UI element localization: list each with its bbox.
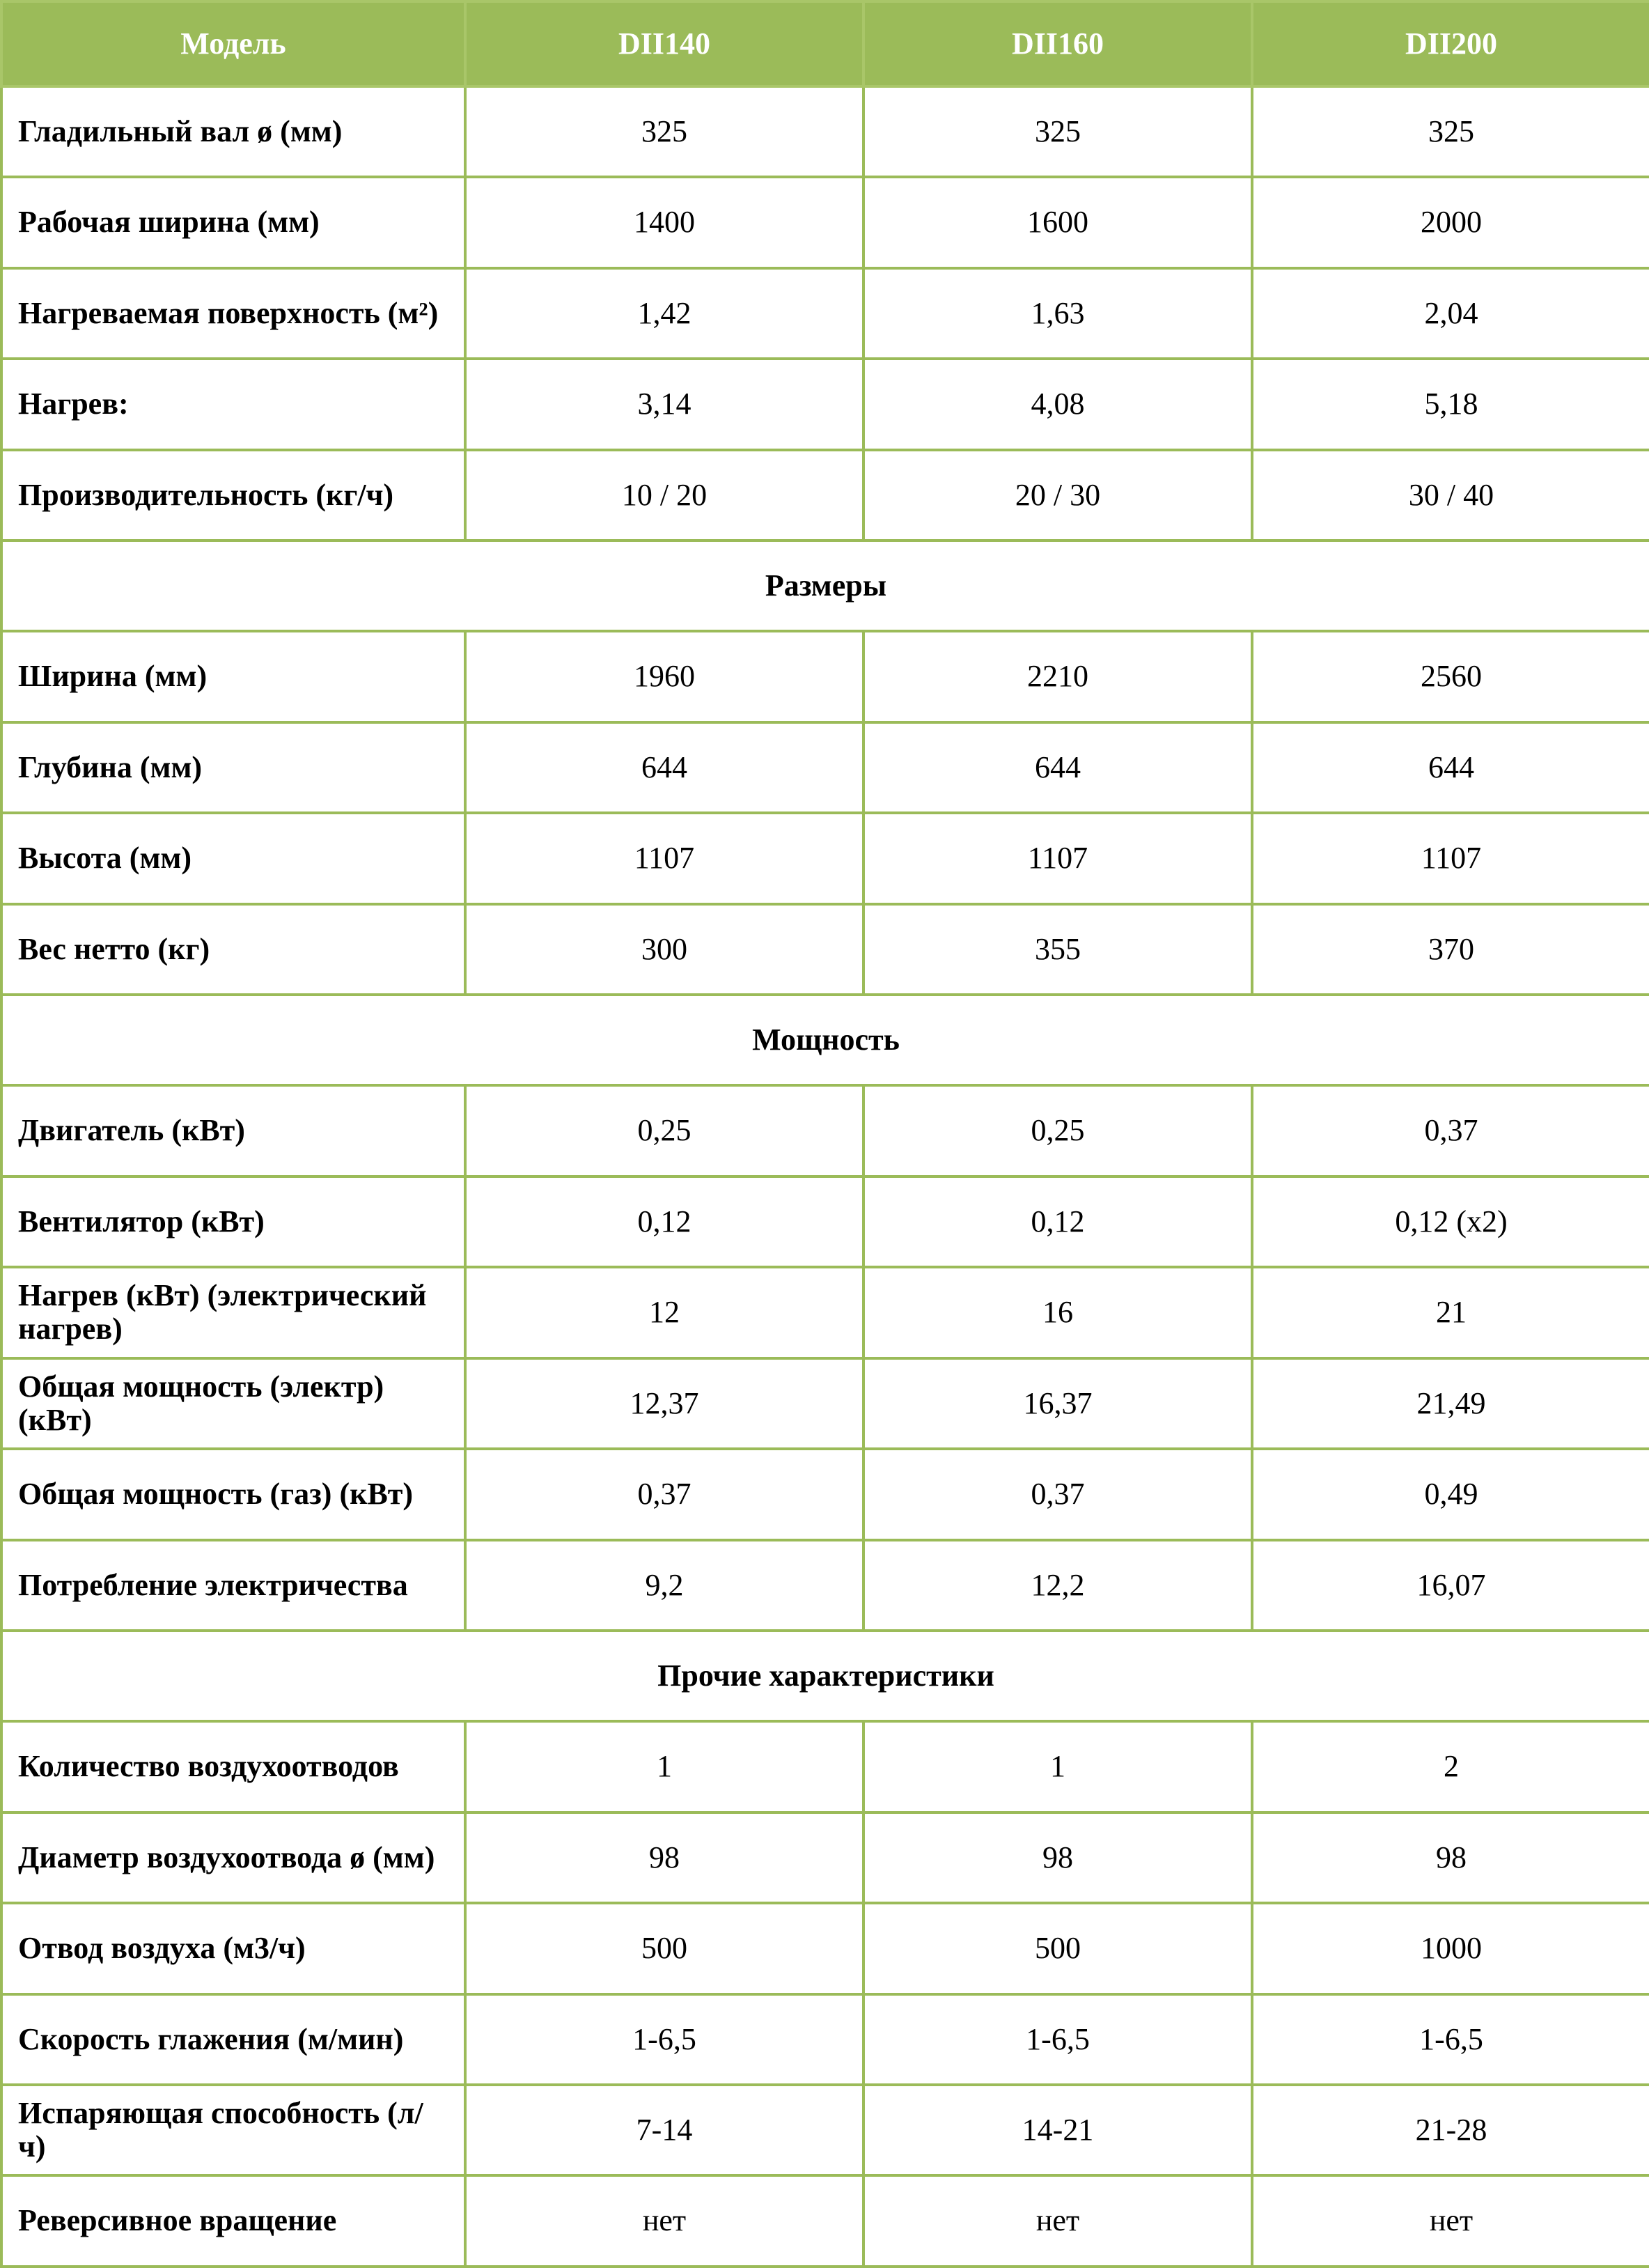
header-row [1, 1, 1649, 86]
section-heading: Мощность [1, 995, 1649, 1085]
table-row [1, 1994, 1649, 2085]
row-label: Диаметр воздухоотвода ø (мм) [1, 1812, 465, 1903]
row-value-model-1: 1,42 [465, 268, 863, 359]
row-value-model-3: 16,07 [1252, 1540, 1649, 1631]
row-value-model-3: 21,49 [1252, 1358, 1649, 1449]
row-value-model-3: 0,37 [1252, 1085, 1649, 1176]
row-label: Рабочая ширина (мм) [1, 177, 465, 267]
row-value-model-3: 30 / 40 [1252, 450, 1649, 541]
row-value-model-1: нет [465, 2175, 863, 2267]
table-row [1, 1540, 1649, 1631]
row-value-model-3: 1-6,5 [1252, 1994, 1649, 2085]
header-model-label: Модель [1, 1, 465, 86]
row-value-model-3: 21-28 [1252, 2085, 1649, 2175]
row-value-model-1: 1 [465, 1721, 863, 1812]
row-value-model-3: 5,18 [1252, 359, 1649, 449]
row-value-model-2: 325 [863, 86, 1252, 177]
table-row [1, 1085, 1649, 1176]
section-heading: Размеры [1, 541, 1649, 631]
row-value-model-3: 2,04 [1252, 268, 1649, 359]
row-value-model-1: 300 [465, 904, 863, 995]
row-value-model-3: 1000 [1252, 1903, 1649, 1994]
table-row [1, 177, 1649, 267]
table-row [1, 2175, 1649, 2267]
row-value-model-1: 7-14 [465, 2085, 863, 2175]
table-row [1, 631, 1649, 722]
row-value-model-3: 2 [1252, 1721, 1649, 1812]
table-row [1, 904, 1649, 995]
row-value-model-2: 4,08 [863, 359, 1252, 449]
header-model-2: DII160 [863, 1, 1252, 86]
row-value-model-3: 0,12 (x2) [1252, 1176, 1649, 1267]
row-value-model-3: 370 [1252, 904, 1649, 995]
table-row [1, 722, 1649, 813]
row-value-model-2: 2210 [863, 631, 1252, 722]
row-label: Вес нетто (кг) [1, 904, 465, 995]
row-value-model-1: 325 [465, 86, 863, 177]
row-value-model-2: 1600 [863, 177, 1252, 267]
row-label: Потребление электричества [1, 1540, 465, 1631]
table-row [1, 1721, 1649, 1812]
row-value-model-3: 2560 [1252, 631, 1649, 722]
row-label: Общая мощность (газ) (кВт) [1, 1449, 465, 1539]
row-value-model-3: 98 [1252, 1812, 1649, 1903]
row-value-model-1: 9,2 [465, 1540, 863, 1631]
row-value-model-2: 1,63 [863, 268, 1252, 359]
section-row [1, 995, 1649, 1085]
table-body [1, 86, 1649, 2267]
row-label: Производительность (кг/ч) [1, 450, 465, 541]
row-value-model-1: 12,37 [465, 1358, 863, 1449]
section-row [1, 1631, 1649, 1721]
table-row [1, 813, 1649, 903]
table-row [1, 1903, 1649, 1994]
section-row [1, 541, 1649, 631]
row-value-model-2: 16 [863, 1267, 1252, 1358]
row-value-model-2: нет [863, 2175, 1252, 2267]
header-model-1: DII140 [465, 1, 863, 86]
row-value-model-1: 12 [465, 1267, 863, 1358]
row-value-model-1: 0,37 [465, 1449, 863, 1539]
row-value-model-1: 0,25 [465, 1085, 863, 1176]
row-label: Нагрев (кВт) (электрический нагрев) [1, 1267, 465, 1358]
row-value-model-3: 2000 [1252, 177, 1649, 267]
row-value-model-2: 12,2 [863, 1540, 1252, 1631]
row-value-model-3: нет [1252, 2175, 1649, 2267]
row-label: Реверсивное вращение [1, 2175, 465, 2267]
row-value-model-1: 3,14 [465, 359, 863, 449]
table-row [1, 2085, 1649, 2175]
row-value-model-1: 1960 [465, 631, 863, 722]
row-value-model-3: 1107 [1252, 813, 1649, 903]
row-value-model-2: 0,37 [863, 1449, 1252, 1539]
row-value-model-2: 355 [863, 904, 1252, 995]
row-value-model-1: 500 [465, 1903, 863, 1994]
row-value-model-3: 0,49 [1252, 1449, 1649, 1539]
row-value-model-1: 1107 [465, 813, 863, 903]
row-label: Глубина (мм) [1, 722, 465, 813]
table-row [1, 359, 1649, 449]
row-value-model-2: 1 [863, 1721, 1252, 1812]
table-row [1, 1176, 1649, 1267]
row-label: Нагрев: [1, 359, 465, 449]
row-value-model-3: 644 [1252, 722, 1649, 813]
row-value-model-3: 21 [1252, 1267, 1649, 1358]
row-label: Количество воздухоотводов [1, 1721, 465, 1812]
row-value-model-1: 98 [465, 1812, 863, 1903]
row-label: Нагреваемая поверхность (м²) [1, 268, 465, 359]
row-value-model-2: 1-6,5 [863, 1994, 1252, 2085]
header-model-3: DII200 [1252, 1, 1649, 86]
row-value-model-3: 325 [1252, 86, 1649, 177]
row-label: Вентилятор (кВт) [1, 1176, 465, 1267]
row-value-model-1: 644 [465, 722, 863, 813]
row-value-model-2: 20 / 30 [863, 450, 1252, 541]
section-heading: Прочие характеристики [1, 1631, 1649, 1721]
row-value-model-2: 16,37 [863, 1358, 1252, 1449]
row-value-model-1: 10 / 20 [465, 450, 863, 541]
row-label: Ширина (мм) [1, 631, 465, 722]
row-label: Гладильный вал ø (мм) [1, 86, 465, 177]
table-row [1, 1358, 1649, 1449]
row-value-model-2: 0,12 [863, 1176, 1252, 1267]
table-row [1, 1812, 1649, 1903]
row-value-model-1: 1-6,5 [465, 1994, 863, 2085]
row-value-model-2: 0,25 [863, 1085, 1252, 1176]
row-value-model-2: 14-21 [863, 2085, 1252, 2175]
row-label: Общая мощность (электр)(кВт) [1, 1358, 465, 1449]
row-label: Скорость глажения (м/мин) [1, 1994, 465, 2085]
row-label: Отвод воздуха (м3/ч) [1, 1903, 465, 1994]
table-row [1, 268, 1649, 359]
table-row [1, 450, 1649, 541]
row-label: Высота (мм) [1, 813, 465, 903]
row-value-model-2: 98 [863, 1812, 1252, 1903]
row-label: Испаряющая способность (л/ч) [1, 2085, 465, 2175]
table-header [1, 1, 1649, 86]
row-value-model-2: 1107 [863, 813, 1252, 903]
table-row [1, 86, 1649, 177]
row-label: Двигатель (кВт) [1, 1085, 465, 1176]
table-row [1, 1267, 1649, 1358]
row-value-model-1: 1400 [465, 177, 863, 267]
table-row [1, 1449, 1649, 1539]
row-value-model-2: 500 [863, 1903, 1252, 1994]
row-value-model-2: 644 [863, 722, 1252, 813]
row-value-model-1: 0,12 [465, 1176, 863, 1267]
